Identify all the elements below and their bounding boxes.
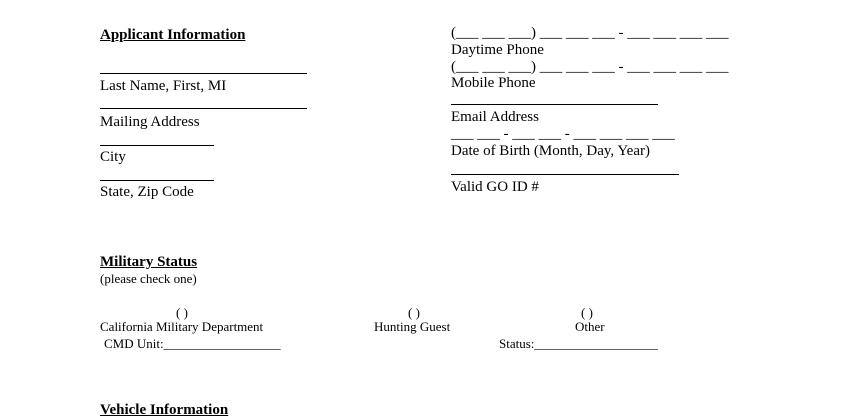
other-option-label: Other (575, 319, 605, 334)
mobile-phone-field[interactable]: (___ ___ ___) ___ ___ ___ - ___ ___ ___ ___ (451, 59, 729, 75)
city-label: City (100, 149, 126, 165)
mobile-phone-label: Mobile Phone (451, 75, 536, 91)
cmd-unit-field[interactable]: CMD Unit:__________________ (104, 336, 281, 351)
daytime-phone-field[interactable]: (___ ___ ___) ___ ___ ___ - ___ ___ ___ ___ (451, 25, 729, 41)
cmd-option-label: California Military Department (100, 319, 264, 334)
state-zip-field-line[interactable] (100, 180, 214, 181)
guest-checkbox[interactable]: ( ) (408, 305, 420, 320)
other-status-field[interactable]: Status:___________________ (499, 336, 658, 351)
go-id-label: Valid GO ID # (451, 179, 539, 195)
mailing-address-field-line[interactable] (100, 108, 307, 109)
state-zip-label: State, Zip Code (100, 184, 194, 200)
applicant-heading: Applicant Information (100, 27, 246, 43)
military-heading: Military Status (100, 254, 198, 270)
mailing-address-label: Mailing Address (100, 114, 200, 130)
email-field-line[interactable] (451, 104, 658, 105)
other-checkbox[interactable]: ( ) (581, 305, 593, 320)
go-id-field-line[interactable] (451, 174, 679, 175)
military-subheading: (please check one) (100, 271, 197, 286)
dob-field[interactable]: ___ ___ - ___ ___ - ___ ___ ___ ___ (451, 126, 675, 142)
dob-label: Date of Birth (Month, Day, Year) (451, 143, 650, 159)
guest-option-label: Hunting Guest (374, 319, 451, 334)
cmd-checkbox[interactable]: ( ) (176, 305, 188, 320)
daytime-phone-label: Daytime Phone (451, 42, 544, 58)
vehicle-heading: Vehicle Information (100, 402, 229, 418)
last-name-label: Last Name, First, MI (100, 78, 227, 94)
city-field-line[interactable] (100, 145, 214, 146)
last-name-field-line[interactable] (100, 73, 307, 74)
email-label: Email Address (451, 109, 539, 125)
